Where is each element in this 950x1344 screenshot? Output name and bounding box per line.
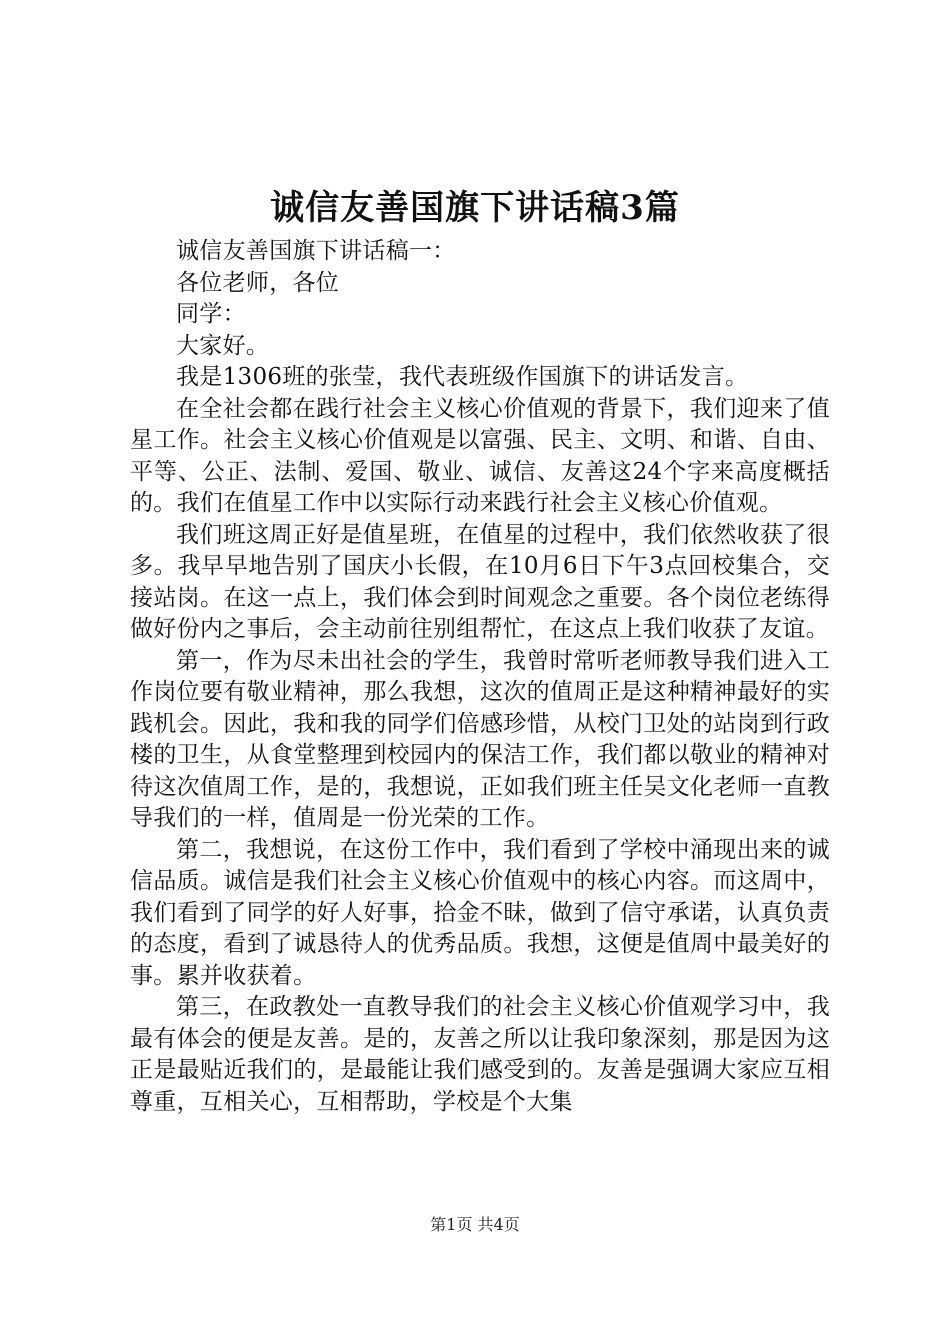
paragraph: 大家好。 bbox=[176, 332, 270, 359]
paragraph: 诚信友善国旗下讲话稿一： bbox=[176, 238, 456, 264]
paragraph: 各位老师，各位 bbox=[176, 269, 340, 296]
paragraph: 我是1306班的张莹，我代表班级作国旗下的讲话发言。 bbox=[176, 364, 749, 390]
document-title: 诚信友善国旗下讲话稿3篇 bbox=[270, 188, 680, 228]
paragraph: 同学： bbox=[176, 301, 246, 327]
paragraph: 在全社会都在践行社会主义核心价值观的背景下，我们迎来了值星工作。社会主义核心价值观是以富强、民主、文明、和谐、自由、平等、公正、法制、爱国、敬业、诚信、友善这24个字来高度概括的。我们在值星工作中以实际行动来践行社会主义核心价值观。 bbox=[130, 395, 830, 516]
paragraph: 我们班这周正好是值星班，在值星的过程中，我们依然收获了很多。我早早地告别了国庆小长假，在10月6日下午3点回校集合，交接站岗。在这一点上，我们体会到时间观念之重要。各个岗位老练得做好份内之事后，会主动前往别组帮忙，在这点上我们收获了友谊。 bbox=[130, 521, 830, 642]
paragraph: 第二，我想说，在这份工作中，我们看到了学校中涌现出来的诚信品质。诚信是我们社会主义核心价值观中的核心内容。而这周中，我们看到了同学的好人好事，拾金不昧，做到了信守承诺，认真负责的态度，看到了诚恳待人的优秀品质。我想，这便是值周中最美好的事。累并收获着。 bbox=[130, 836, 830, 989]
document-body bbox=[130, 236, 830, 1118]
paragraph: 第一，作为尽未出社会的学生，我曾时常听老师教导我们进入工作岗位要有敬业精神，那么我想，这次的值周正是这种精神最好的实践机会。因此，我和我的同学们倍感珍惜，从校门卫处的站岗到行政楼的卫生，从食堂整理到校园内的保洁工作，我们都以敬业的精神对待这次值周工作，是的，我想说，正如我们班主任吴文化老师一直教导我们的一样，值周是一份光荣的工作。 bbox=[130, 647, 830, 831]
paragraph: 第三，在政教处一直教导我们的社会主义核心价值观学习中，我最有体会的便是友善。是的，友善之所以让我印象深刻，那是因为这正是最贴近我们的，是最能让我们感受到的。友善是强调大家应互相尊重，互相关心，互相帮助，学校是个大集 bbox=[130, 994, 830, 1115]
page-footer: 第1页 共4页 bbox=[430, 1215, 520, 1234]
